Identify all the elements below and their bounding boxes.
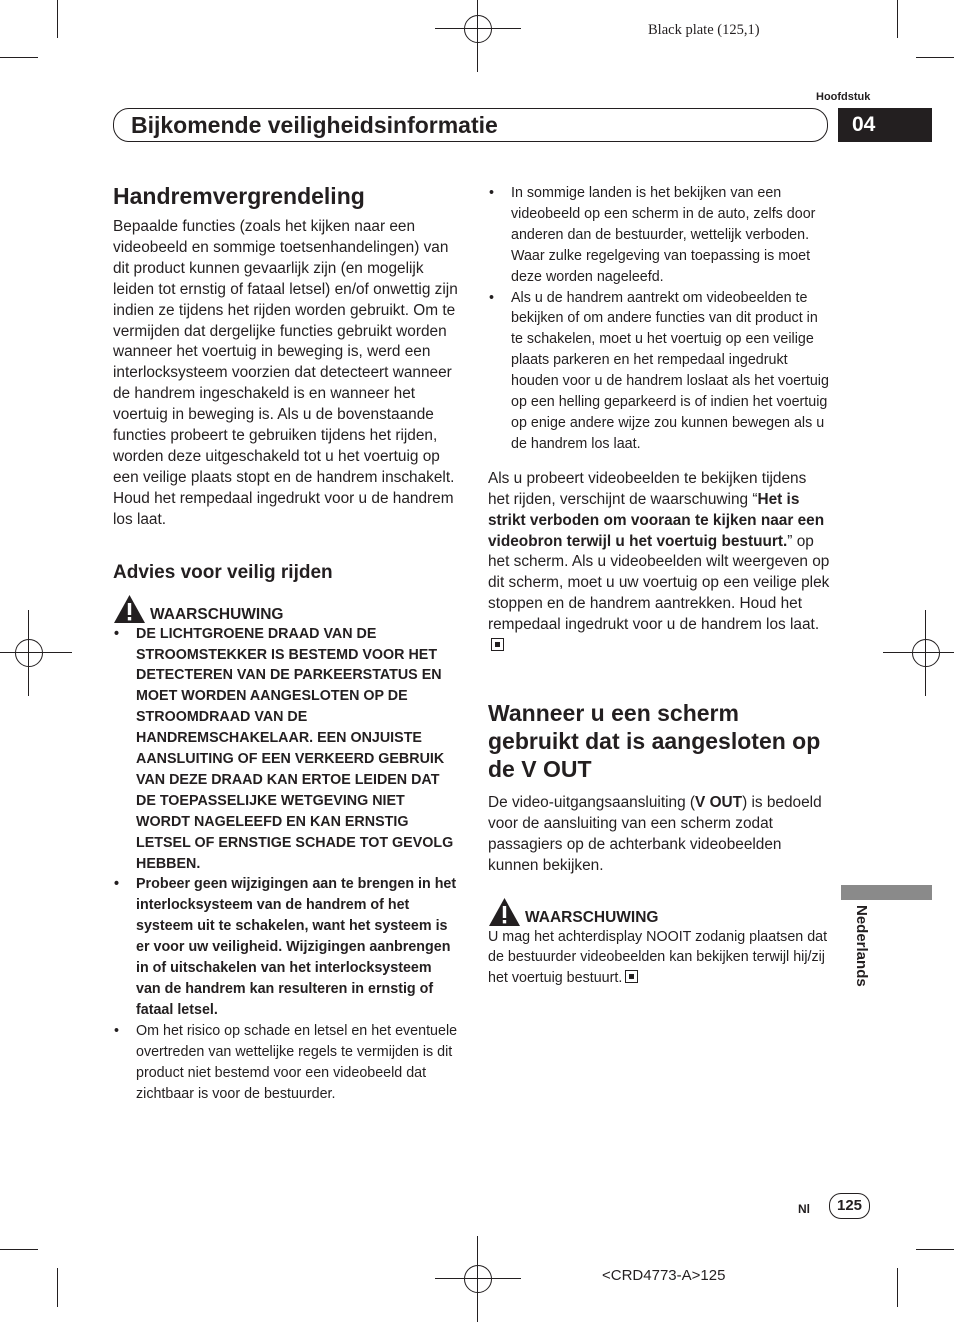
list-item: • Als u de handrem aantrekt om videobeelden te bekijken of om andere functies van dit product in te schakelen, moet u het voertuig op een veilige plaats parkeren en het rempedaal ingedrukt houden voor u de handrem loslaat als het voertuig op een helling geparkeerd is of indien het voertuig op enige andere wijze zou kunnen bewegen als u de handrem los laat. <box>488 288 830 455</box>
warning-heading <box>488 897 830 927</box>
document-code: <CRD4773-A>125 <box>602 1267 726 1284</box>
subsection-title: Advies voor veilig rijden <box>113 561 333 583</box>
language-tab <box>841 885 932 900</box>
chapter-number: 04 <box>838 108 932 142</box>
warning-label: WAARSCHUWING <box>525 908 659 926</box>
crop-mark <box>916 1249 954 1250</box>
paragraph <box>488 793 830 877</box>
language-tab-label: Nederlands <box>853 905 870 987</box>
right-column <box>488 183 830 989</box>
crop-mark <box>0 57 38 58</box>
end-mark-icon <box>625 970 638 983</box>
paragraph <box>488 927 830 990</box>
section-title: Wanneer u een scherm gebruikt dat is aangesloten op de V OUT <box>488 699 821 782</box>
list-item: • Probeer geen wijzigingen aan te brengen in het interlocksysteem van de handrem of het systeem uit te schakelen, want het systeem is er voor uw veiligheid. Wijzigingen aanbrengen in of uitschakelen van het interlocksysteem van de handrem kan resulteren in ernstig of fataal letsel. <box>113 874 458 1020</box>
warning-icon <box>113 594 146 624</box>
warning-heading <box>113 594 458 624</box>
left-column <box>113 182 458 1104</box>
bullet-list <box>488 183 830 455</box>
language-code: Nl <box>798 1202 810 1216</box>
list-item: • Om het risico op schade en letsel en het eventuele overtreden van wettelijke regels te vermijden is dit product niet bestemd voor een videobeeld dat zichtbaar is voor de bestuurder. <box>113 1021 458 1105</box>
registration-mark-top <box>455 6 501 52</box>
chapter-label: Hoofdstuk <box>816 91 871 103</box>
paragraph: Bepaalde functies (zoals het kijken naar een videobeeld en sommige toetsenhandelingen) van dit product kunnen gevaarlijk zijn (en mogelijk leiden tot ernstig of fataal letsel) en/of onwettig zijn indien ze tijdens het rijden worden gebruikt. Om te vermijden dat dergelijke functies gebruikt worden wanneer het voertuig in beweging is, werd een interlocksysteem voorzien dat detecteert wanneer de handrem ingeschakeld is en wanneer het voertuig in beweging is. Als u de bovenstaande functies probeert te gebruiken tijdens het rijden, worden deze uitgeschakeld tot u het voertuig op een veilige plaats stopt en de handrem inschakelt. Houd het rempedaal ingedrukt voor u de handrem los laat. <box>113 218 458 528</box>
list-item: • DE LICHTGROENE DRAAD VAN DE STROOMSTEKKER IS BESTEMD VOOR HET DETECTEREN VAN DE PARKEERSTATUS EN MOET WORDEN AANGESLOTEN OP DE STROOMDRAAD VAN DE HANDREMSCHAKELAAR. EEN ONJUISTE AANSLUITING OF EEN VERKEERD GEBRUIK VAN DEZE DRAAD KAN ERTOE LEIDEN DAT DE TOEPASSELIJKE WETGEVING NIET WORDT NAGELEEFD EN KAN ERNSTIG LETSEL OF ERNSTIGE SCHADE TOT GEVOLG HEBBEN. <box>113 624 458 875</box>
crop-mark <box>916 57 954 58</box>
warning-message: Het is strikt verboden om vooraan te kijken naar een videobron terwijl u het voertuig bestuurt. <box>488 490 825 550</box>
warning-label: WAARSCHUWING <box>150 605 284 623</box>
crop-mark <box>897 0 898 38</box>
page-number: 125 <box>829 1193 870 1219</box>
paragraph-text: ) is bedoeld voor de aansluiting van een scherm zodat passagiers op de achterbank videobeelden kunnen bekijken. <box>488 793 822 874</box>
crop-mark <box>0 1249 38 1250</box>
paragraph-text: De video-uitgangsaansluiting ( <box>488 793 696 811</box>
registration-mark-left <box>6 630 52 676</box>
section-title: Handremvergrendeling <box>113 183 365 209</box>
connector-name: V OUT <box>695 793 743 811</box>
paragraph-text: Als u probeert videobeelden te bekijken tijdens het rijden, verschijnt de waarschuwing “ <box>488 469 807 508</box>
crop-mark <box>57 1268 58 1307</box>
paragraph <box>488 469 830 657</box>
warning-list <box>113 624 458 1105</box>
paragraph-text: ” op het scherm. Als u videobeelden wilt weergeven op dit scherm, moet u uw voertuig op een veilige plek stoppen en de handrem aantrekken. Houd het rempedaal ingedrukt voor u de handrem los laat. <box>488 532 830 634</box>
paragraph-text: U mag het achterdisplay NOOIT zodanig plaatsen dat de bestuurder videobeelden kan bekijken terwijl hij/zij het voertuig bestuurt. <box>488 928 828 987</box>
registration-mark-right <box>903 630 949 676</box>
registration-mark-bottom <box>455 1256 501 1302</box>
end-mark-icon <box>491 638 504 651</box>
crop-mark <box>897 1268 898 1307</box>
list-item: • In sommige landen is het bekijken van een videobeeld op een scherm in de auto, zelfs door anderen dan de bestuurder, wettelijk verboden. Waar zulke regelgeving van toepassing is moet deze worden nageleefd. <box>488 183 830 288</box>
plate-label: Black plate (125,1) <box>648 22 760 38</box>
section-header-title: Bijkomende veiligheidsinformatie <box>131 112 498 138</box>
warning-icon <box>488 897 521 927</box>
crop-mark <box>57 0 58 38</box>
